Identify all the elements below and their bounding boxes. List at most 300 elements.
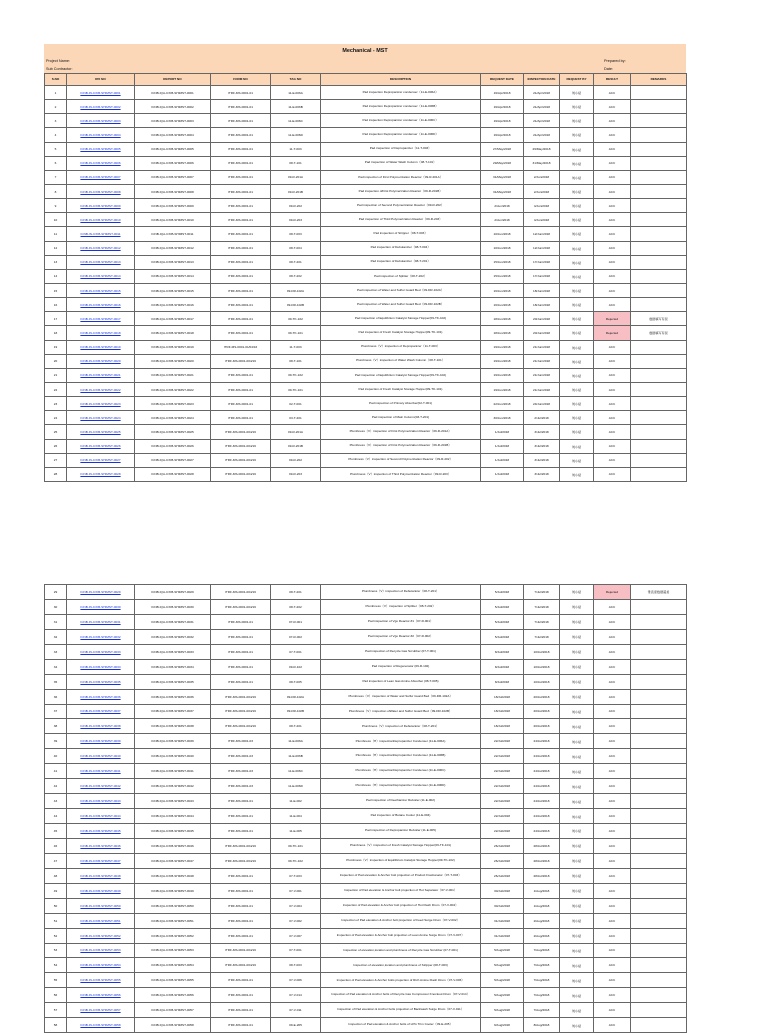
table-row — [45, 1003, 687, 1018]
inspection-date-cell: 21/Jun/2018 — [524, 382, 560, 396]
description-cell: Pad inspection of Primary Absorber(02-T-001) — [321, 397, 481, 411]
remarks-cell — [631, 824, 687, 839]
tag-no-cell: 09-R-203 — [271, 213, 321, 227]
form-no-cell: ITRF-MS-0001-01 — [211, 326, 271, 340]
report-no-cell: ICNB-IQA-CXIB-SHIMST-0028 — [135, 467, 211, 481]
request-by-cell: 刘小斌 — [560, 764, 594, 779]
rfi-no-link[interactable]: ICNB-IN-CXIB-SHIMST-0056 — [67, 988, 135, 1003]
form-no-cell: ITRF-MS-0001-03 — [211, 764, 271, 779]
remarks-cell — [631, 184, 687, 198]
result-cell: ACC — [594, 988, 631, 1003]
report-no-cell: ICNB-IQA-CXIB-SHIMST-0007 — [135, 170, 211, 184]
request-date-cell: 5/Jul/2018 — [481, 614, 524, 629]
result-cell: ACC — [594, 227, 631, 241]
rfi-no-link[interactable]: ICNB-IN-CXIB-SHIMST-0022 — [67, 382, 135, 396]
col-tag-no: TAG NO — [271, 74, 321, 86]
inspection-date-cell: 7/Aug/2018 — [524, 943, 560, 958]
description-cell: Pad inspection of Regenerator (09-R-102) — [321, 659, 481, 674]
report-no-cell: ICNB-IQA-CXIB-SHIMST-0038 — [135, 719, 211, 734]
inspection-date-cell: 7/Jul/2018 — [524, 599, 560, 614]
rfi-no-link[interactable]: ICNB-IN-CXIB-SHIMST-0030 — [67, 599, 135, 614]
col-remarks: REMARKS — [631, 74, 687, 86]
inspection-date-cell: 21/Jun/2018 — [524, 368, 560, 382]
request-by-cell: 刘小斌 — [560, 326, 594, 340]
request-by-cell: 刘小斌 — [560, 599, 594, 614]
description-cell: Pad inspection of Debutanizer（08-T-004） — [321, 241, 481, 255]
result-cell: ACC — [594, 943, 631, 958]
tag-no-cell: 08-T-003 — [271, 227, 321, 241]
sno-cell: 44 — [45, 809, 67, 824]
rfi-no-link[interactable]: ICNB-IN-CXIB-SHIMST-0018 — [67, 326, 135, 340]
request-date-cell: 6/Aug/2018 — [481, 1018, 524, 1033]
rfi-no-link[interactable]: ICNB-IN-CXIB-SHIMST-0039 — [67, 734, 135, 749]
sno-cell: 53 — [45, 943, 67, 958]
result-cell: ACC — [594, 184, 631, 198]
description-cell: Plumbness（V）inspection of Debutanizer（08-T-201） — [321, 585, 481, 600]
rfi-no-link[interactable]: ICNB-IN-CXIB-SHIMST-0005 — [67, 142, 135, 156]
description-cell: Pad inspection of Water and Sulfur Guard Bed（09-DR-102A） — [321, 283, 481, 297]
rfi-no-link[interactable]: ICNB-IN-CXIB-SHIMST-0058 — [67, 1018, 135, 1033]
request-date-cell: 2/Jun/2018 — [481, 199, 524, 213]
table-row — [45, 382, 687, 396]
meta-row-1 — [44, 58, 686, 66]
sno-cell: 46 — [45, 838, 67, 853]
form-no-cell: ITRF-MS-0001-01 — [211, 809, 271, 824]
rfi-no-link[interactable]: ICNB-IN-CXIB-SHIMST-0024 — [67, 411, 135, 425]
table-body-2 — [45, 585, 687, 1033]
rfi-no-link[interactable]: ICNB-IN-CXIB-SHIMST-0044 — [67, 809, 135, 824]
rfi-no-link[interactable]: ICNB-IN-CXIB-SHIMST-0028 — [67, 467, 135, 481]
table-row — [45, 269, 687, 283]
rfi-no-link[interactable]: ICNB-IN-CXIB-SHIMST-0033 — [67, 644, 135, 659]
rfi-no-link[interactable]: ICNB-IN-CXIB-SHIMST-0038 — [67, 719, 135, 734]
table-row — [45, 184, 687, 198]
inspection-date-cell: 28/Jul/2018 — [524, 838, 560, 853]
rfi-no-link[interactable]: ICNB-IN-CXIB-SHIMST-0002 — [67, 100, 135, 114]
result-cell: ACC — [594, 411, 631, 425]
rfi-no-link[interactable]: ICNB-IN-CXIB-SHIMST-0029 — [67, 585, 135, 600]
report-no-cell: ICNB-IQA-CXIB-SHIMST-0026 — [135, 439, 211, 453]
request-by-cell: 刘小斌 — [560, 283, 594, 297]
result-cell: ACC — [594, 973, 631, 988]
form-no-cell: ITRF-MS-0001-01 — [211, 114, 271, 128]
request-date-cell: 19/Apr/2018 — [481, 128, 524, 142]
rfi-no-link[interactable]: ICNB-IN-CXIB-SHIMST-0021 — [67, 368, 135, 382]
rfi-no-link[interactable]: ICNB-IN-CXIB-SHIMST-0027 — [67, 453, 135, 467]
report-no-cell: ICNB-IQA-CXIB-SHIMST-0050 — [135, 898, 211, 913]
rfi-no-link[interactable]: ICNB-IN-CXIB-SHIMST-0053 — [67, 943, 135, 958]
description-cell: Pad inspection Depropanizer condenser（11-E-006A） — [321, 86, 481, 100]
table-row — [45, 156, 687, 170]
form-no-cell: ITRF-MS-0001-01 — [211, 213, 271, 227]
form-no-cell: ITRF-MS-0001-01 — [211, 100, 271, 114]
col-inspection-date: INSPECTION DATE — [524, 74, 560, 86]
report-no-cell: ICNB-IQA-CXIB-SHIMST-0023 — [135, 397, 211, 411]
report-no-cell: ICNB-IQA-CXIB-SHIMST-0037 — [135, 704, 211, 719]
sno-cell: 27 — [45, 453, 67, 467]
request-by-cell: 刘小斌 — [560, 868, 594, 883]
rfi-no-link[interactable]: ICNB-IN-CXIB-SHIMST-0007 — [67, 170, 135, 184]
rfi-no-link[interactable]: ICNB-IN-CXIB-SHIMST-0004 — [67, 128, 135, 142]
form-no-cell: ITRF-MS-0001-01 — [211, 973, 271, 988]
table-row — [45, 838, 687, 853]
inspection-date-cell: 2/Jun/2018 — [524, 184, 560, 198]
report-no-cell: ICNB-IQA-CXIB-SHIMST-0008 — [135, 184, 211, 198]
sno-cell: 14 — [45, 269, 67, 283]
request-by-cell: 刘小斌 — [560, 614, 594, 629]
result-cell: ACC — [594, 283, 631, 297]
form-no-cell: ITRF-MS-0001-004/16 — [211, 704, 271, 719]
result-cell: ACC — [594, 853, 631, 868]
table-row — [45, 298, 687, 312]
rfi-no-link[interactable]: ICNB-IN-CXIB-SHIMST-0045 — [67, 824, 135, 839]
inspection-date-cell: 10/Jul/2018 — [524, 644, 560, 659]
description-cell: Inspection of Pad elevation & Anchor bolts projection of Backwash Surge Drum（07-V-011） — [321, 1003, 481, 1018]
result-cell: Rejected — [594, 312, 631, 326]
rfi-no-link[interactable]: ICNB-IN-CXIB-SHIMST-0032 — [67, 629, 135, 644]
table-row — [45, 340, 687, 354]
form-no-cell: ITRF-MS-0001-004/16 — [211, 838, 271, 853]
result-cell: ACC — [594, 298, 631, 312]
result-cell: ACC — [594, 599, 631, 614]
remarks-cell — [631, 868, 687, 883]
remarks-cell — [631, 779, 687, 794]
inspection-date-cell: 18/Jun/2018 — [524, 283, 560, 297]
request-by-cell: 刘小斌 — [560, 439, 594, 453]
sno-cell: 50 — [45, 898, 67, 913]
table-row — [45, 425, 687, 439]
request-by-cell: 刘小斌 — [560, 86, 594, 100]
rfi-no-link[interactable]: ICNB-IN-CXIB-SHIMST-0042 — [67, 779, 135, 794]
description-cell: Inspection of Pad elevation & Anchor bolt projection of Hot Flash Drum（07-V-004） — [321, 898, 481, 913]
rfi-no-link[interactable]: ICNB-IN-CXIB-SHIMST-0013 — [67, 255, 135, 269]
rfi-no-link[interactable]: ICNB-IN-CXIB-SHIMST-0019 — [67, 340, 135, 354]
description-cell: Pad inspection Depropanizer condenser（11-E-006C） — [321, 114, 481, 128]
request-by-cell: 刘小斌 — [560, 199, 594, 213]
col-request-by: REQUEST BY — [560, 74, 594, 86]
table-row — [45, 958, 687, 973]
inspection-date-cell: 4/Jun/2018 — [524, 199, 560, 213]
inspection-date-cell: 21/Jun/2018 — [524, 354, 560, 368]
sno-cell: 5 — [45, 142, 67, 156]
report-no-cell: ICNB-IQA-CXIB-SHIMST-0020 — [135, 354, 211, 368]
tag-no-cell: 11-E-006A — [271, 734, 321, 749]
remarks-cell — [631, 170, 687, 184]
result-cell: ACC — [594, 689, 631, 704]
sno-cell: 10 — [45, 213, 67, 227]
rfi-no-link[interactable]: ICNB-IN-CXIB-SHIMST-0011 — [67, 227, 135, 241]
tag-no-cell: 11-T-003 — [271, 142, 321, 156]
description-cell: Pad inspection of Lean Gas Amine Absorber (08-T-005) — [321, 674, 481, 689]
request-date-cell: 18/Jul/2018 — [481, 704, 524, 719]
table-row — [45, 312, 687, 326]
meta-row-2 — [44, 66, 686, 74]
sno-cell: 9 — [45, 199, 67, 213]
sno-cell: 28 — [45, 467, 67, 481]
sno-cell: 16 — [45, 298, 67, 312]
result-cell: ACC — [594, 425, 631, 439]
sno-cell: 45 — [45, 824, 67, 839]
result-cell: ACC — [594, 397, 631, 411]
form-no-cell: ITRF-MS-0001-01 — [211, 184, 271, 198]
rfi-no-link[interactable]: ICNB-IN-CXIB-SHIMST-0008 — [67, 184, 135, 198]
form-no-cell: ITRF-MS-0001-01 — [211, 1018, 271, 1033]
report-no-cell: ICNB-IQA-CXIB-SHIMST-0031 — [135, 614, 211, 629]
rfi-no-link[interactable]: ICNB-IN-CXIB-SHIMST-0009 — [67, 199, 135, 213]
form-no-cell: ITRF-MS-0001-01/04/16 — [211, 340, 271, 354]
tag-no-cell: 07-R-002 — [271, 629, 321, 644]
remarks-cell — [631, 354, 687, 368]
rfi-no-link[interactable]: ICNB-IN-CXIB-SHIMST-0014 — [67, 269, 135, 283]
request-by-cell: 刘小斌 — [560, 734, 594, 749]
sno-cell: 41 — [45, 764, 67, 779]
request-by-cell: 刘小斌 — [560, 184, 594, 198]
form-no-cell: ITRF-MS-0001-01 — [211, 411, 271, 425]
tag-no-cell: 11-E-005 — [271, 824, 321, 839]
rfi-no-link[interactable]: ICNB-IN-CXIB-SHIMST-0036 — [67, 689, 135, 704]
request-date-cell: 5/Jul/2018 — [481, 629, 524, 644]
rfi-no-link[interactable]: ICNB-IN-CXIB-SHIMST-0026 — [67, 439, 135, 453]
sno-cell: 58 — [45, 1018, 67, 1033]
request-by-cell: 刘小斌 — [560, 704, 594, 719]
request-by-cell: 刘小斌 — [560, 644, 594, 659]
table-row — [45, 749, 687, 764]
remarks-cell — [631, 629, 687, 644]
request-date-cell: 22/Jul/2018 — [481, 734, 524, 749]
tag-no-cell: 09-R-201B — [271, 184, 321, 198]
rfi-no-link[interactable]: ICNB-IN-CXIB-SHIMST-0041 — [67, 764, 135, 779]
report-no-cell: ICNB-IQA-CXIB-SHIMST-0014 — [135, 269, 211, 283]
inspection-date-cell: 20/Jul/2018 — [524, 719, 560, 734]
result-cell: ACC — [594, 100, 631, 114]
report-no-cell: ICNB-IQA-CXIB-SHIMST-0009 — [135, 199, 211, 213]
rfi-no-link[interactable]: ICNB-IN-CXIB-SHIMST-0054 — [67, 958, 135, 973]
rfi-no-link[interactable]: ICNB-IN-CXIB-SHIMST-0047 — [67, 853, 135, 868]
sno-cell: 32 — [45, 629, 67, 644]
description-cell: Pad inspection ofFirst Polymerization Reactor（09-R-201B） — [321, 184, 481, 198]
rfi-no-link[interactable]: ICNB-IN-CXIB-SHIMST-0017 — [67, 312, 135, 326]
remarks-cell — [631, 411, 687, 425]
sno-cell: 6 — [45, 156, 67, 170]
sheet-page-1 — [44, 44, 686, 482]
report-no-cell: ICNB-IQA-CXIB-SHIMST-0013 — [135, 255, 211, 269]
table-row — [45, 86, 687, 100]
tag-no-cell: 09-DR-102A — [271, 283, 321, 297]
description-cell: Pad inspection of Vgo Reactor #2（07-R-002） — [321, 629, 481, 644]
inspection-date-cell: 2/Aug/2018 — [524, 913, 560, 928]
request-date-cell: 26/Jul/2018 — [481, 853, 524, 868]
description-cell: Pad inspection of Second Polymerization Reactor（09-R-202） — [321, 199, 481, 213]
rfi-no-link[interactable]: ICNB-IN-CXIB-SHIMST-0031 — [67, 614, 135, 629]
remarks-cell — [631, 298, 687, 312]
rfi-no-link[interactable]: ICNB-IN-CXIB-SHIMST-0025 — [67, 425, 135, 439]
tag-no-cell: 09-R-203 — [271, 467, 321, 481]
request-date-cell: 26/Jul/2018 — [481, 868, 524, 883]
report-no-cell: ICNB-IQA-CXIB-SHIMST-0024 — [135, 411, 211, 425]
report-no-cell: ICNB-IQA-CXIB-SHIMST-0005 — [135, 142, 211, 156]
remarks-cell — [631, 749, 687, 764]
report-no-cell: ICNB-IQA-CXIB-SHIMST-0032 — [135, 629, 211, 644]
remarks-cell — [631, 368, 687, 382]
rfi-no-link[interactable]: ICNB-IN-CXIB-SHIMST-0001 — [67, 86, 135, 100]
form-no-cell: ITRF-MS-0001-01 — [211, 298, 271, 312]
form-no-cell: ITRF-MS-0001-01 — [211, 397, 271, 411]
description-cell: Inspection of elevation,location and plumbness of Recycle Gas Scrubber (07-T-001) — [321, 943, 481, 958]
description-cell: Plumbness（H）inspectionDepropanizer Condenser (11-E-006B) — [321, 749, 481, 764]
tag-no-cell: 09-TK-102 — [271, 312, 321, 326]
description-cell: Pad inspection of Depropanizer Reboiler (11-E-005) — [321, 824, 481, 839]
inspection-date-cell: 1/Aug/2018 — [524, 883, 560, 898]
remarks-cell — [631, 764, 687, 779]
inspection-date-cell: 21/Jun/2018 — [524, 340, 560, 354]
rfi-no-link[interactable]: ICNB-IN-CXIB-SHIMST-0043 — [67, 794, 135, 809]
inspection-date-cell: 7/Aug/2018 — [524, 1003, 560, 1018]
remarks-cell — [631, 114, 687, 128]
tag-no-cell: 07-V-001 — [271, 883, 321, 898]
inspection-date-cell: 24/Jun/2018 — [524, 397, 560, 411]
remarks-cell — [631, 704, 687, 719]
request-date-cell: 19/Jun/2018 — [481, 354, 524, 368]
form-no-cell: ITRF-MS-0001-01 — [211, 644, 271, 659]
sno-cell: 52 — [45, 928, 67, 943]
rfi-no-link[interactable]: ICNB-IN-CXIB-SHIMST-0003 — [67, 114, 135, 128]
result-cell: ACC — [594, 824, 631, 839]
sno-cell: 24 — [45, 411, 67, 425]
request-by-cell: 刘小斌 — [560, 674, 594, 689]
table-row — [45, 704, 687, 719]
inspection-date-cell: 2/Aug/2018 — [524, 928, 560, 943]
rfi-no-link[interactable]: ICNB-IN-CXIB-SHIMST-0057 — [67, 1003, 135, 1018]
remarks-cell — [631, 958, 687, 973]
inspection-date-cell: 7/Jul/2018 — [524, 629, 560, 644]
inspection-date-cell: 20/Jun/2018 — [524, 312, 560, 326]
rfi-no-link[interactable]: ICNB-IN-CXIB-SHIMST-0035 — [67, 674, 135, 689]
rfi-no-link[interactable]: ICNB-IN-CXIB-SHIMST-0055 — [67, 973, 135, 988]
inspection-date-cell: 20/Jun/2018 — [524, 326, 560, 340]
col-sno: S.NO — [45, 74, 67, 86]
form-no-cell: ITRF-MS-0001-01 — [211, 255, 271, 269]
inspection-date-cell: 12/Jun/2018 — [524, 227, 560, 241]
remarks-cell — [631, 928, 687, 943]
table-row — [45, 100, 687, 114]
description-cell: Inspection of Pad elevation & Anchor bolt projection of Hot Separator（07-V-001） — [321, 883, 481, 898]
request-date-cell: 1/Jul/2018 — [481, 453, 524, 467]
rfi-no-link[interactable]: ICNB-IN-CXIB-SHIMST-0016 — [67, 298, 135, 312]
table-row — [45, 199, 687, 213]
result-cell: ACC — [594, 913, 631, 928]
result-cell: ACC — [594, 170, 631, 184]
rfi-no-link[interactable]: ICNB-IN-CXIB-SHIMST-0050 — [67, 898, 135, 913]
description-cell: Pad inspection of Splitter（08-T-202） — [321, 269, 481, 283]
inspection-date-cell: 21/Apr/2018 — [524, 128, 560, 142]
request-date-cell: 30/Jul/2018 — [481, 898, 524, 913]
form-no-cell: ITRF-MS-0001-01 — [211, 86, 271, 100]
rfi-no-link[interactable]: ICNB-IN-CXIB-SHIMST-0037 — [67, 704, 135, 719]
tag-no-cell: 08-T-201 — [271, 585, 321, 600]
report-no-cell: ICNB-IQA-CXIB-SHIMST-0042 — [135, 779, 211, 794]
table-body-1 — [45, 86, 687, 482]
request-date-cell: 5/Aug/2018 — [481, 988, 524, 1003]
result-cell: ACC — [594, 86, 631, 100]
rfi-no-link[interactable]: ICNB-IN-CXIB-SHIMST-0049 — [67, 883, 135, 898]
request-date-cell: 22/Jul/2018 — [481, 809, 524, 824]
form-no-cell: ITRF-MS-0001-004/16 — [211, 585, 271, 600]
result-cell: ACC — [594, 629, 631, 644]
result-cell: ACC — [594, 868, 631, 883]
tag-no-cell: 09-TK-101 — [271, 382, 321, 396]
result-cell: ACC — [594, 614, 631, 629]
result-cell: ACC — [594, 255, 631, 269]
rfi-no-link[interactable]: ICNB-IN-CXIB-SHIMST-0015 — [67, 283, 135, 297]
result-cell: ACC — [594, 674, 631, 689]
request-date-cell: 1/Jul/2018 — [481, 425, 524, 439]
report-no-cell: ICNB-IQA-CXIB-SHIMST-0046 — [135, 838, 211, 853]
inspection-date-cell: 3/Jul/2018 — [524, 453, 560, 467]
tag-no-cell: 11-T-003 — [271, 340, 321, 354]
description-cell: Inspection of Pad elevation & Anchor bolts of LPG Trim Cooler（09-E-205） — [321, 1018, 481, 1033]
report-no-cell: ICNB-IQA-CXIB-SHIMST-0027 — [135, 453, 211, 467]
table-row — [45, 644, 687, 659]
request-by-cell: 刘小斌 — [560, 397, 594, 411]
description-cell: Pad inspection of First Polymerization Reactor（09-R-201A） — [321, 170, 481, 184]
result-cell: ACC — [594, 958, 631, 973]
sno-cell: 17 — [45, 312, 67, 326]
sno-cell: 13 — [45, 255, 67, 269]
sheet-page-2 — [44, 584, 686, 1033]
rfi-no-link[interactable]: ICNB-IN-CXIB-SHIMST-0052 — [67, 928, 135, 943]
report-no-cell: ICNB-IQA-CXIB-SHIMST-0004 — [135, 128, 211, 142]
request-date-cell: 26/Jul/2018 — [481, 838, 524, 853]
description-cell: Pad inspection of Water Wash Column（08-T-101） — [321, 156, 481, 170]
rfi-no-link[interactable]: ICNB-IN-CXIB-SHIMST-0051 — [67, 913, 135, 928]
sno-cell: 36 — [45, 689, 67, 704]
table-row — [45, 809, 687, 824]
table-row — [45, 928, 687, 943]
rfi-no-link[interactable]: ICNB-IN-CXIB-SHIMST-0012 — [67, 241, 135, 255]
rfi-no-link[interactable]: ICNB-IN-CXIB-SHIMST-0020 — [67, 354, 135, 368]
rfi-no-link[interactable]: ICNB-IN-CXIB-SHIMST-0023 — [67, 397, 135, 411]
col-report-no: REPORT NO — [135, 74, 211, 86]
tag-no-cell: 07-T-003 — [271, 868, 321, 883]
request-date-cell: 10/Jun/2018 — [481, 241, 524, 255]
remarks-cell — [631, 397, 687, 411]
request-date-cell: 15/Jun/2018 — [481, 255, 524, 269]
inspection-date-cell: 24/Jul/2018 — [524, 734, 560, 749]
inspection-date-cell: 7/Aug/2018 — [524, 958, 560, 973]
sno-cell: 8 — [45, 184, 67, 198]
rfi-no-link[interactable]: ICNB-IN-CXIB-SHIMST-0048 — [67, 868, 135, 883]
request-date-cell: 31/May/2018 — [481, 170, 524, 184]
rfi-no-link[interactable]: ICNB-IN-CXIB-SHIMST-0034 — [67, 659, 135, 674]
rfi-no-link[interactable]: ICNB-IN-CXIB-SHIMST-0006 — [67, 156, 135, 170]
result-cell: ACC — [594, 734, 631, 749]
form-no-cell: ITRF-MS-0001-01 — [211, 988, 271, 1003]
table-row — [45, 614, 687, 629]
result-cell: ACC — [594, 467, 631, 481]
remarks-cell — [631, 734, 687, 749]
table-row — [45, 1018, 687, 1033]
request-date-cell: 27/May/2018 — [481, 142, 524, 156]
remarks-cell — [631, 199, 687, 213]
request-by-cell: 刘小斌 — [560, 467, 594, 481]
request-by-cell: 刘小斌 — [560, 958, 594, 973]
rfi-no-link[interactable]: ICNB-IN-CXIB-SHIMST-0010 — [67, 213, 135, 227]
rfi-no-link[interactable]: ICNB-IN-CXIB-SHIMST-0046 — [67, 838, 135, 853]
tag-no-cell: 11-E-006D — [271, 779, 321, 794]
rfi-no-link[interactable]: ICNB-IN-CXIB-SHIMST-0040 — [67, 749, 135, 764]
inspection-date-cell: 7/Aug/2018 — [524, 988, 560, 1003]
request-by-cell: 刘小斌 — [560, 227, 594, 241]
